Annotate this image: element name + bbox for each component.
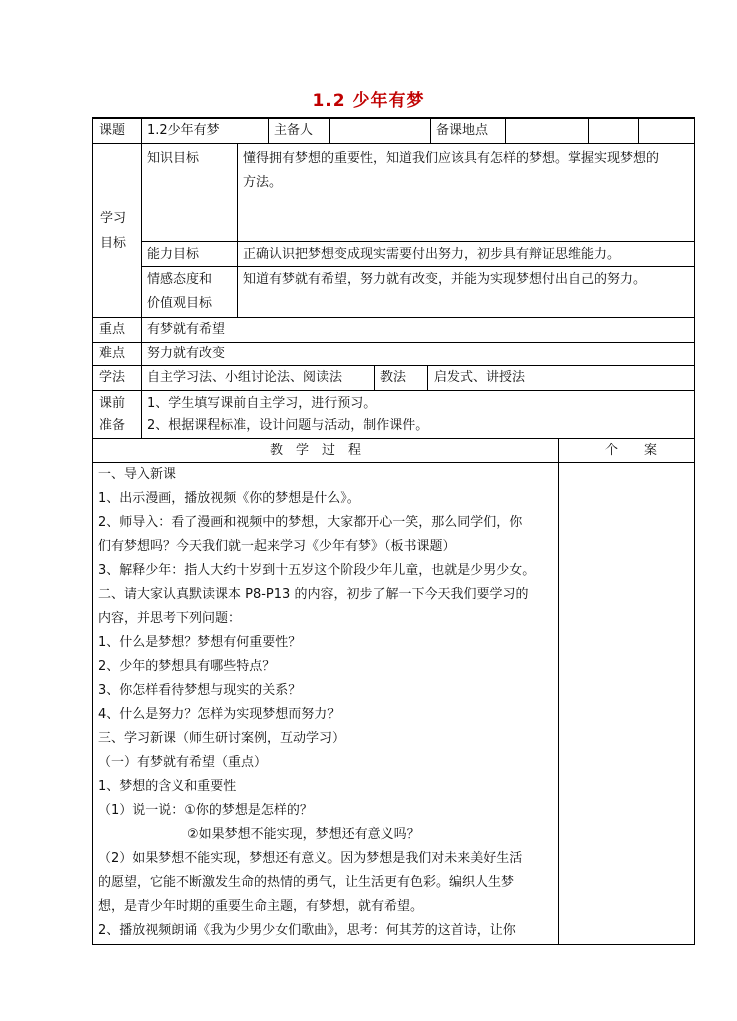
knowledge-goal-text-line1: 懂得拥有梦想的重要性，知道我们应该具有怎样的梦想。掌握实现梦想的 — [243, 151, 660, 166]
process-line: 3、你怎样看待梦想与现实的关系？ — [98, 683, 302, 698]
process-line: 2、少年的梦想具有哪些特点？ — [98, 659, 276, 674]
process-header: 教 学 过 程 — [270, 443, 362, 458]
key-point-value: 有梦就有希望 — [147, 322, 226, 337]
document-title: 1.2 少年有梦 — [312, 91, 425, 111]
prep-line-1: 1、学生填写课前自主学习，进行预习。 — [147, 396, 377, 411]
process-line: 3、解释少年：指人大约十岁到十五岁这个阶段少年儿童，也就是少男少女。 — [98, 563, 536, 578]
emotion-goal-label-line2: 价值观目标 — [147, 296, 213, 311]
learning-method-label: 学法 — [99, 370, 126, 385]
topic-label: 课题 — [99, 123, 126, 138]
knowledge-goal-label: 知识目标 — [147, 151, 200, 166]
process-line: 的愿望，它能不断激发生命的热情的勇气，让生活更有色彩。编织人生梦 — [98, 875, 515, 890]
learning-method-value: 自主学习法、小组讨论法、阅读法 — [147, 370, 343, 385]
topic-value: 1.2少年有梦 — [147, 123, 220, 138]
process-line: （一）有梦就有希望（重点） — [98, 755, 268, 770]
ability-goal-text: 正确认识把梦想变成现实需要付出努力，初步具有辩证思维能力。 — [243, 247, 621, 262]
location-label: 备课地点 — [436, 123, 489, 138]
process-line: （2）如果梦想不能实现，梦想还有意义。因为梦想是我们对未来美好生活 — [98, 851, 523, 866]
preparer-label: 主备人 — [274, 123, 314, 138]
knowledge-goal-text-line2: 方法。 — [243, 175, 283, 190]
process-line: 2、师导入：看了漫画和视频中的梦想，大家都开心一笑，那么同学们，你 — [98, 515, 523, 530]
emotion-goal-text: 知道有梦就有希望，努力就有改变，并能为实现梦想付出自己的努力。 — [243, 272, 647, 287]
process-line: （1）说一说：①你的梦想是怎样的？ — [98, 803, 313, 818]
prep-line-2: 2、根据课程标准，设计问题与活动，制作课件。 — [147, 418, 429, 433]
process-line: 2、播放视频朗诵《我为少男少女们歌曲》，思考：何其芳的这首诗，让你 — [98, 923, 516, 938]
process-line: ②如果梦想不能实现，梦想还有意义吗？ — [187, 827, 420, 842]
teaching-method-label: 教法 — [380, 370, 407, 385]
process-line: 二、请大家认真默读课本 P8-P13 的内容，初步了解一下今天我们要学习的 — [98, 587, 529, 602]
process-line: 三、学习新课（师生研讨案例，互动学习） — [98, 731, 346, 746]
process-line: 4、什么是努力？怎样为实现梦想而努力？ — [98, 707, 341, 722]
process-line: 们有梦想吗？今天我们就一起来学习《少年有梦》（板书课题） — [98, 539, 456, 554]
difficulty-value: 努力就有改变 — [147, 346, 226, 361]
goals-label-line1: 学习 — [100, 211, 127, 226]
process-line: 1、梦想的含义和重要性 — [98, 779, 237, 794]
emotion-goal-label-line1: 情感态度和 — [147, 272, 213, 287]
prep-label-line2: 准备 — [99, 418, 126, 433]
process-line: 1、出示漫画，播放视频《你的梦想是什么》。 — [98, 491, 360, 506]
goals-label-line2: 目标 — [100, 236, 127, 251]
process-line: 1、什么是梦想？梦想有何重要性？ — [98, 635, 302, 650]
difficulty-label: 难点 — [99, 346, 126, 361]
process-line: 想，是青少年时期的重要生命主题，有梦想，就有希望。 — [98, 899, 424, 914]
key-point-label: 重点 — [99, 322, 126, 337]
ability-goal-label: 能力目标 — [147, 247, 200, 262]
process-line: 一、导入新课 — [98, 467, 177, 482]
teaching-method-value: 启发式、讲授法 — [434, 370, 526, 385]
prep-label-line1: 课前 — [99, 396, 126, 411]
process-line: 内容，并思考下列问题： — [98, 611, 242, 626]
case-header: 个 案 — [605, 443, 658, 458]
